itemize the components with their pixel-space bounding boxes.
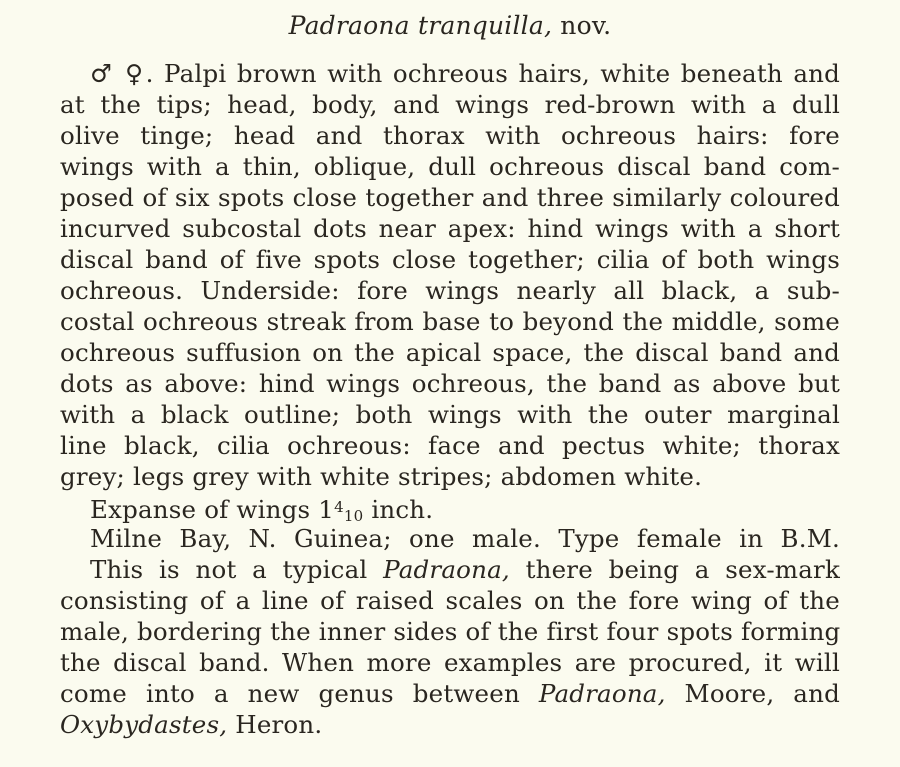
description-line: at the tips; head, body, and wings red-brown with a dull <box>60 90 840 119</box>
description-line: costal ochreous streak from base to beyond the middle, some <box>60 307 840 336</box>
description-line: ♂ ♀. Palpi brown with ochreous hairs, white beneath and <box>90 59 840 88</box>
description-line: olive tinge; head and thorax with ochreous hairs: fore <box>60 121 840 150</box>
species-name <box>289 11 552 40</box>
description-line: wings with a thin, oblique, dull ochreous discal band com- <box>60 152 840 181</box>
genus-name: Padraona <box>288 11 410 40</box>
remarks-line: the discal band. When more examples are procured, it will <box>60 648 840 677</box>
remarks-text: This is not a typical <box>90 555 368 584</box>
remarks-text: Heron. <box>235 710 323 739</box>
remarks-line: male, bordering the inner sides of the first four spots forming <box>60 617 841 646</box>
genus-reference: Padraona, <box>383 555 510 584</box>
description-line: discal band of five spots close together; cilia of both wings <box>60 245 840 274</box>
description-line: dots as above: hind wings ochreous, the band as above but <box>60 369 840 398</box>
remarks-line <box>60 709 840 740</box>
remarks-line <box>90 554 840 585</box>
expanse-label: Expanse of wings <box>90 495 311 524</box>
genus-reference: Oxybydastes, <box>60 710 228 739</box>
remarks-line: consisting of a line of raised scales on the fore wing of the <box>60 586 840 615</box>
remarks-text: Moore, and <box>684 679 840 708</box>
description-line: line black, cilia ochreous: face and pectus white; thorax <box>60 431 840 460</box>
genus-reference: Padraona, <box>538 679 666 708</box>
remarks-line <box>60 678 840 709</box>
expanse-line <box>90 492 840 523</box>
description-line: grey; legs grey with white stripes; abdomen white. <box>60 462 703 491</box>
remarks-text: come into a new genus between <box>60 679 520 708</box>
expanse-unit: inch. <box>371 495 434 524</box>
species-heading <box>0 8 900 44</box>
description-line: with a black outline; both wings with the outer marginal <box>60 400 840 429</box>
species-epithet: tranquilla, <box>417 11 553 40</box>
description-line: posed of six spots close together and three similarly coloured <box>60 183 840 212</box>
description-line: ochreous. Underside: fore wings nearly all black, a sub- <box>60 276 840 305</box>
expanse-numerator: 4 <box>334 498 344 516</box>
expanse-denominator: 10 <box>343 507 364 525</box>
status-label: nov. <box>560 11 612 40</box>
description-line: incurved subcostal dots near apex: hind wings with a short <box>60 214 840 243</box>
remarks-text: there being a sex-mark <box>525 555 841 584</box>
description-line: ochreous suffusion on the apical space, the discal band and <box>60 338 840 367</box>
locality-line: Milne Bay, N. Guinea; one male. Type female in B.M. <box>90 524 840 553</box>
expanse-whole: 1 <box>318 495 335 524</box>
